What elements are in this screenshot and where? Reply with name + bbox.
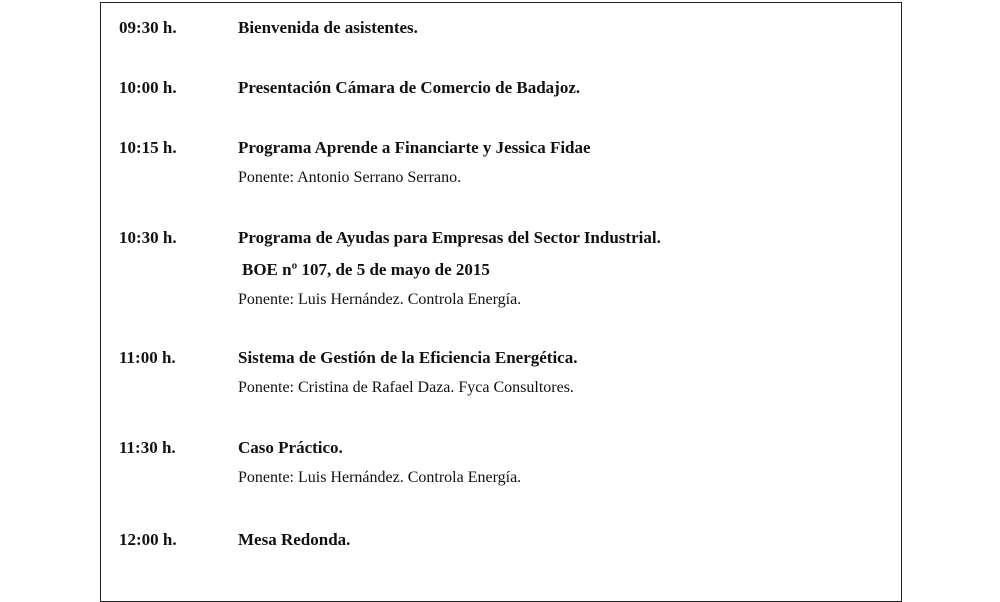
agenda-time: 11:30 h. [119,438,176,457]
agenda-content [238,138,878,188]
agenda-box [100,2,902,602]
agenda-time: 12:00 h. [119,530,177,549]
agenda-title: Mesa Redonda. [238,530,351,549]
agenda-content [238,348,878,398]
agenda-title: Sistema de Gestión de la Eficiencia Energética. [238,348,578,367]
agenda-title: Presentación Cámara de Comercio de Badajoz. [238,78,581,97]
agenda-title: Caso Práctico. [238,438,343,457]
agenda-content [238,18,878,38]
agenda-content [238,530,878,550]
agenda-content [238,78,878,98]
agenda-speaker: Ponente: Luis Hernández. Controla Energía. [238,291,522,308]
agenda-subtitle: BOE nº 107, de 5 de mayo de 2015 [242,260,490,279]
agenda-time: 10:00 h. [119,78,177,97]
agenda-title: Programa Aprende a Financiarte y Jessica Fidae [238,138,591,157]
agenda-time: 11:00 h. [119,348,176,367]
agenda-speaker: Ponente: Luis Hernández. Controla Energía. [238,469,522,486]
agenda-title: Programa de Ayudas para Empresas del Sector Industrial. [238,228,661,247]
agenda-time: 09:30 h. [119,18,177,37]
agenda-speaker: Ponente: Antonio Serrano Serrano. [238,169,462,186]
agenda-content [238,228,878,310]
agenda-time: 10:15 h. [119,138,177,157]
agenda-speaker: Ponente: Cristina de Rafael Daza. Fyca Consultores. [238,379,574,396]
agenda-content [238,438,878,488]
agenda-title: Bienvenida de asistentes. [238,18,418,37]
agenda-time: 10:30 h. [119,228,177,247]
